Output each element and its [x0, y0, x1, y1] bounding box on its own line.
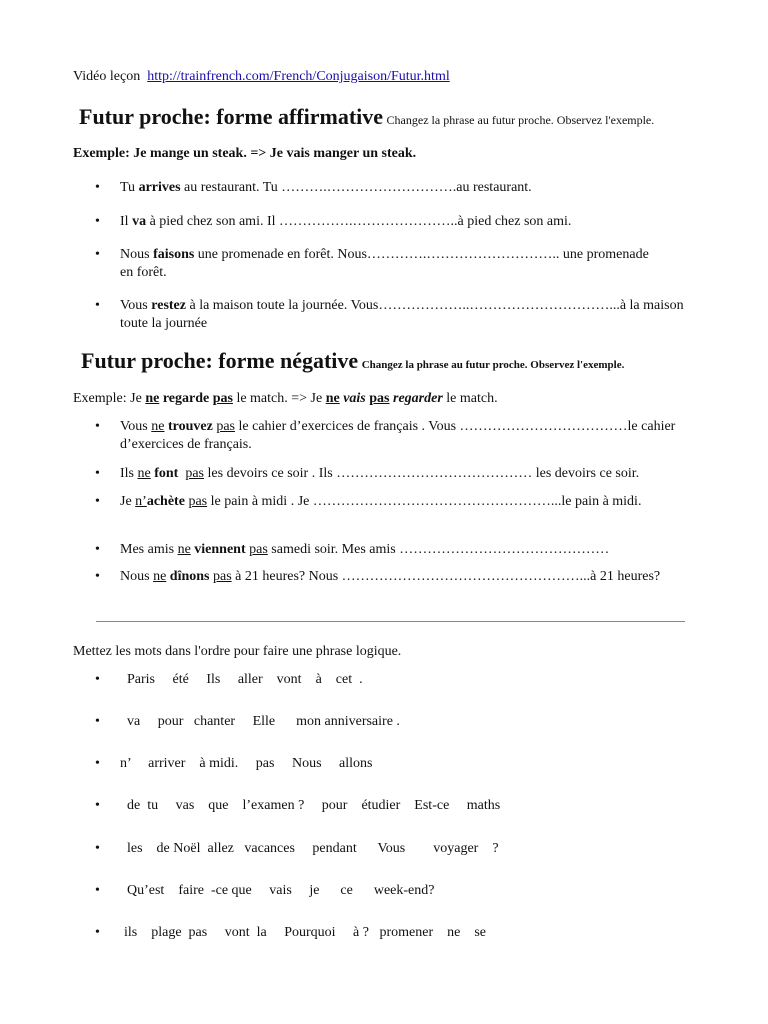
bullet: • [95, 714, 100, 729]
list-item: Tu arrives au restaurant. Tu ……….……………………….au restaurant. [120, 180, 532, 195]
list-item: Ils ne font pas les devoirs ce soir . Ils …………………………………… les devoirs ce soir. [120, 466, 640, 481]
word-scramble-item: n’ arriver à midi. pas Nous allons [120, 756, 373, 771]
list-item: Je n’achète pas le pain à midi . Je ……………………………………………...le pain à midi. [120, 494, 642, 509]
video-lesson-link[interactable]: http://trainfrench.com/French/Conjugaison/Futur.html [147, 69, 450, 84]
bullet: • [95, 494, 100, 509]
section-negative-example: Exemple: Je ne regarde pas le match. => Je ne vais pas regarder le match. [73, 391, 498, 406]
bullet: • [95, 798, 100, 813]
list-item: Nous ne dînons pas à 21 heures? Nous ……………………………………………...à 21 heures? [120, 569, 661, 584]
bullet: • [95, 466, 100, 481]
section-order-instruction: Mettez les mots dans l'ordre pour faire une phrase logique. [73, 644, 402, 659]
section-affirmative-heading [79, 104, 654, 130]
bullet: • [95, 883, 100, 898]
bullet: • [95, 841, 100, 856]
section-affirmative-example: Exemple: Je mange un steak. => Je vais manger un steak. [73, 146, 417, 161]
video-lesson-label: Vidéo leçon [73, 69, 141, 84]
section-affirmative-title: Futur proche: forme affirmative [79, 104, 384, 129]
list-item: Mes amis ne viennent pas samedi soir. Mes amis ……………………………………… [120, 542, 610, 557]
section-affirmative-instruction: Changez la phrase au futur proche. Observez l'exemple. [386, 113, 655, 127]
bullet: • [95, 542, 100, 557]
word-scramble-item: Qu’est faire -ce que vais je ce week-end? [127, 883, 435, 898]
section-divider [96, 621, 685, 622]
bullet: • [95, 247, 100, 262]
bullet: • [95, 756, 100, 771]
bullet: • [95, 214, 100, 229]
bullet: • [95, 569, 100, 584]
word-scramble-item: Paris été Ils aller vont à cet . [127, 672, 363, 687]
word-scramble-item: ils plage pas vont la Pourquoi à ? promener ne se [124, 925, 486, 940]
bullet: • [95, 180, 100, 195]
section-negative-heading [81, 348, 624, 374]
word-scramble-item: va pour chanter Elle mon anniversaire . [127, 714, 400, 729]
video-lesson-line [73, 68, 450, 86]
word-scramble-item: de tu vas que l’examen ? pour étudier Est-ce maths [127, 798, 501, 813]
bullet: • [95, 298, 100, 313]
bullet: • [95, 925, 100, 940]
word-scramble-item: les de Noël allez vacances pendant Vous voyager ? [127, 841, 499, 856]
bullet: • [95, 419, 100, 434]
section-negative-instruction: Changez la phrase au futur proche. Observez l'exemple. [361, 359, 625, 371]
list-item: Il va à pied chez son ami. Il …………….…………………..à pied chez son ami. [120, 214, 572, 229]
list-item: Nous faisons une promenade en forêt. Nous………….……………………….. une promenade en forêt. [120, 247, 649, 280]
list-item: Vous ne trouvez pas le cahier d’exercices de français . Vous ………………………………le cahier d’exercices de français. [120, 419, 676, 452]
list-item: Vous restez à la maison toute la journée. Vous………………..…………………………...à la maison toute la journée [120, 298, 684, 331]
bullet: • [95, 672, 100, 687]
section-negative-title: Futur proche: forme négative [81, 348, 359, 373]
